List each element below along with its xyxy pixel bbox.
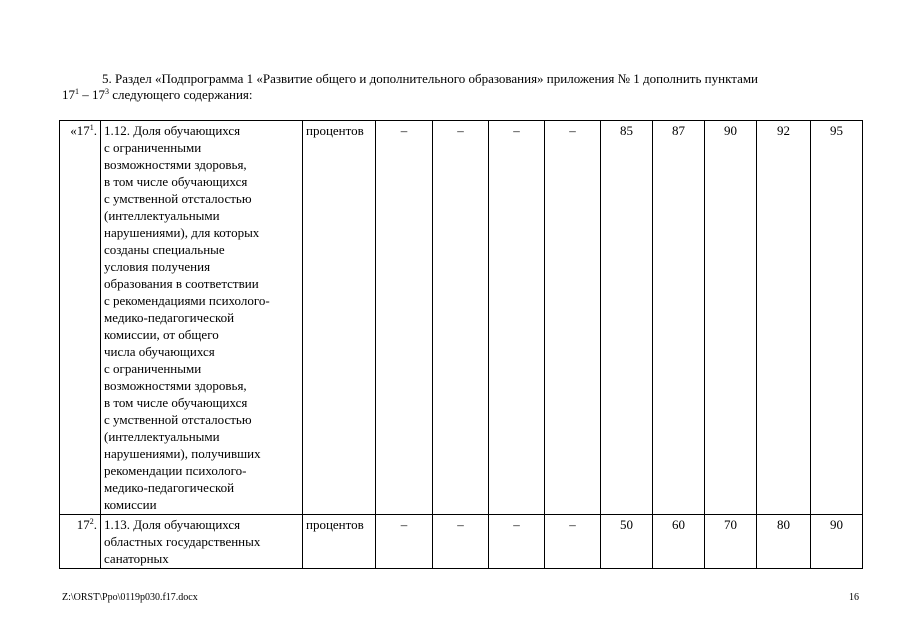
- indicator-name-line: с ограниченными: [104, 361, 202, 376]
- intro-ref-b: – 17: [79, 87, 105, 102]
- intro-paragraph: [62, 71, 862, 103]
- table-row: [60, 121, 863, 515]
- indicator-name-line: рекомендации психолого-: [104, 463, 247, 478]
- row-number: «17: [70, 123, 90, 138]
- row-number-suffix: .: [93, 123, 97, 138]
- indicators-table: [59, 120, 863, 569]
- intro-ref-sup2: 3: [105, 87, 109, 96]
- indicator-name-line: 1.12. Доля обучающихся: [104, 123, 241, 138]
- row-number-sup: 2: [89, 517, 94, 526]
- value-cell: 50: [601, 515, 653, 569]
- indicator-name-line: с рекомендациями психолого-: [104, 293, 270, 308]
- value-cell: 85: [601, 121, 653, 515]
- indicator-name-line: созданы специальные: [104, 242, 225, 257]
- row-number-suffix: .: [93, 517, 97, 532]
- value-cell: 90: [811, 515, 863, 569]
- value-cell: 80: [757, 515, 811, 569]
- indicator-name-line: с умственной отсталостью: [104, 191, 252, 206]
- indicator-name-line: 1.13. Доля обучающихся: [104, 517, 241, 532]
- unit-cell: процентов: [303, 121, 376, 515]
- value-cell: –: [433, 515, 489, 569]
- value-cell: –: [376, 515, 433, 569]
- indicator-name-line: (интеллектуальными: [104, 208, 220, 223]
- indicator-name-line: в том числе обучающихся: [104, 174, 248, 189]
- indicator-name-line: комиссии, от общего: [104, 327, 219, 342]
- table-row: [60, 515, 863, 569]
- intro-ref-c: следующего содержания:: [109, 87, 253, 102]
- indicator-name-cell: [101, 515, 303, 569]
- row-number-cell: [60, 515, 101, 569]
- value-cell: –: [545, 515, 601, 569]
- intro-ref-sup1: 1: [75, 87, 79, 96]
- indicator-name-line: с ограниченными: [104, 140, 202, 155]
- row-number-cell: [60, 121, 101, 515]
- indicator-name-line: комиссии: [104, 497, 157, 512]
- indicator-name-line: возможностями здоровья,: [104, 157, 247, 172]
- value-cell: 87: [653, 121, 705, 515]
- indicator-name-line: (интеллектуальными: [104, 429, 220, 444]
- intro-line1: 5. Раздел «Подпрограмма 1 «Развитие общего и дополнительного образования» приложения № 1 дополнить пунктами: [102, 71, 759, 86]
- value-cell: –: [376, 121, 433, 515]
- footer-file-path: Z:\ORST\Ppo\0119p030.f17.docx: [62, 592, 198, 603]
- value-cell: 70: [705, 515, 757, 569]
- indicator-name-line: в том числе обучающихся: [104, 395, 248, 410]
- row-number-sup: 1: [89, 123, 94, 132]
- indicator-name-line: нарушениями), получивших: [104, 446, 261, 461]
- value-cell: 60: [653, 515, 705, 569]
- indicator-name-cell: [101, 121, 303, 515]
- intro-ref-a: 17: [62, 87, 75, 102]
- indicator-name-line: с умственной отсталостью: [104, 412, 252, 427]
- value-cell: –: [489, 515, 545, 569]
- indicator-name-line: санаторных: [104, 551, 169, 566]
- footer-page-number: 16: [849, 592, 859, 603]
- indicator-name-line: медико-педагогической: [104, 310, 235, 325]
- indicator-name-line: числа обучающихся: [104, 344, 215, 359]
- value-cell: –: [489, 121, 545, 515]
- indicator-name-line: возможностями здоровья,: [104, 378, 247, 393]
- row-number: 17: [76, 517, 90, 532]
- value-cell: 95: [811, 121, 863, 515]
- indicator-name-line: медико-педагогической: [104, 480, 235, 495]
- value-cell: –: [433, 121, 489, 515]
- indicator-name-line: нарушениями), для которых: [104, 225, 260, 240]
- indicator-name-line: образования в соответствии: [104, 276, 259, 291]
- unit-cell: процентов: [303, 515, 376, 569]
- indicator-name-line: условия получения: [104, 259, 211, 274]
- value-cell: 92: [757, 121, 811, 515]
- indicator-name-line: областных государственных: [104, 534, 261, 549]
- value-cell: –: [545, 121, 601, 515]
- value-cell: 90: [705, 121, 757, 515]
